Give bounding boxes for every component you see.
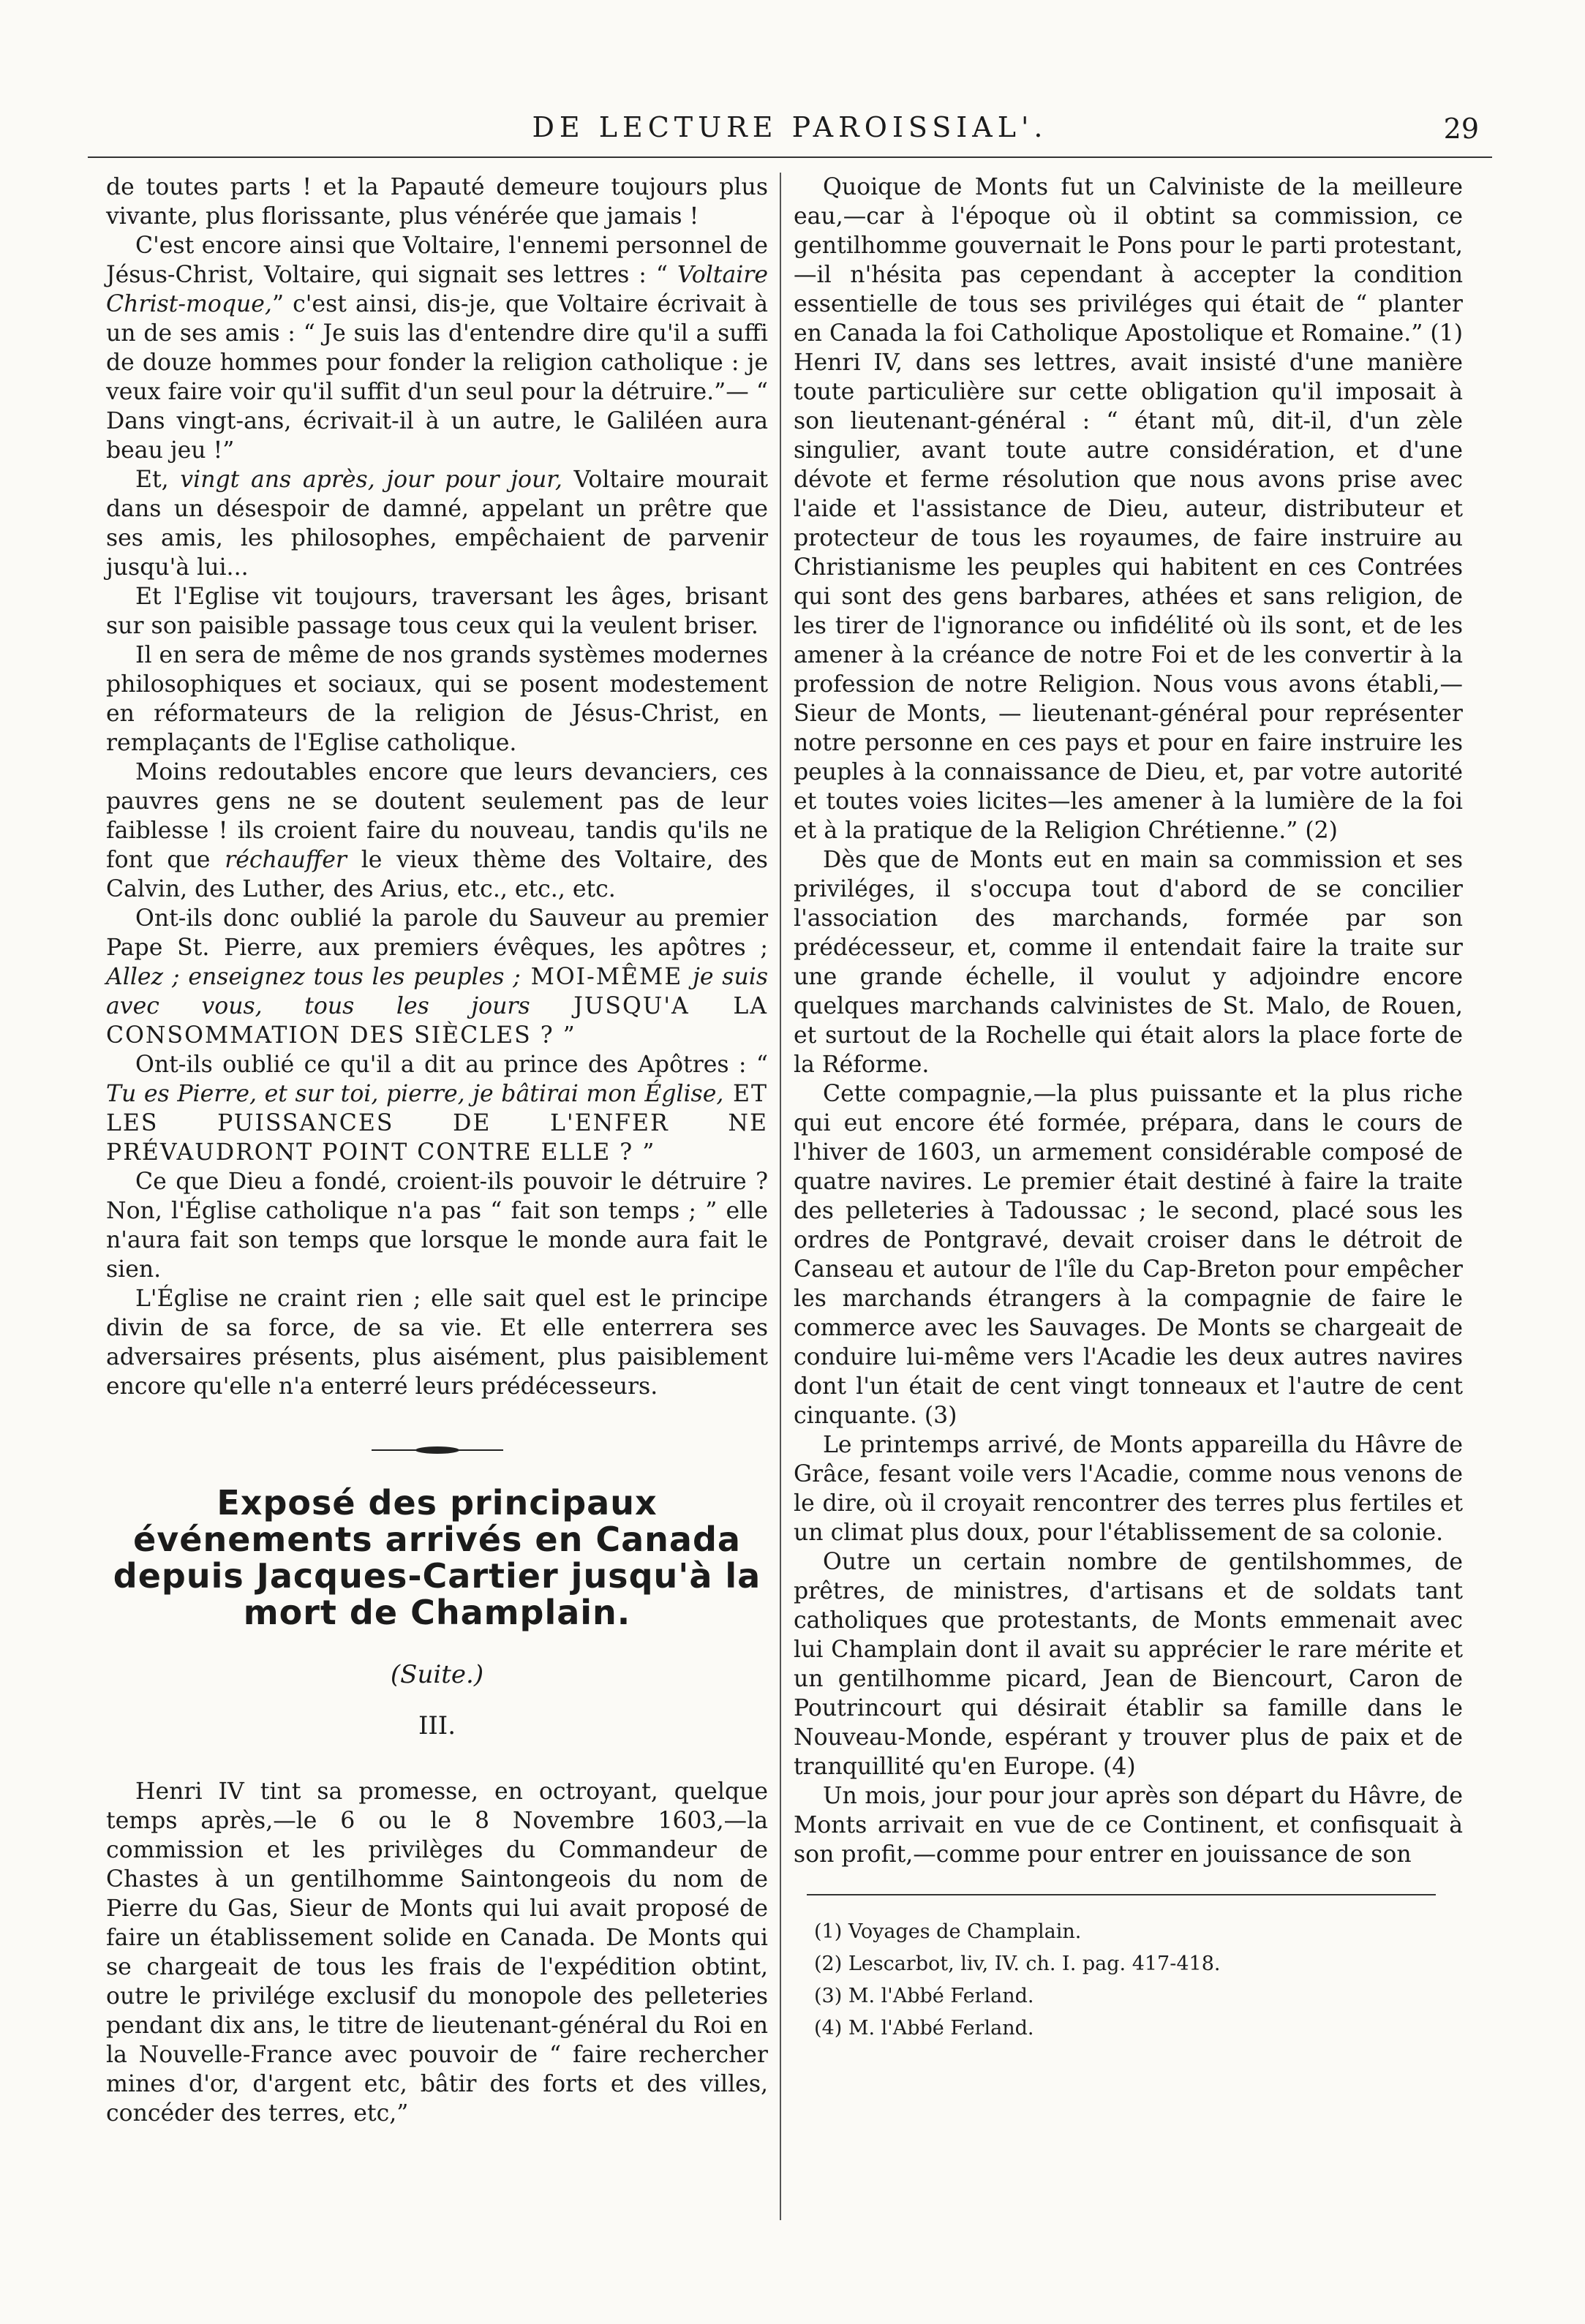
paragraph: Cette compagnie,—la plus puissante et la plus riche qui eut encore été formée, prépara, dans le cours de l'hiver de 1603, un armement considérable composé de quatre navires. Le premier était destiné à faire la traite des pelleteries à Tadoussac ; le second, placé sous les ordres de Pontgravé, devait croiser dans le détroit de Canseau et autour de l'île du Cap-Breton pour empêcher les marchands étrangers à la compagnie de faire le commerce avec les Sauvages. De Monts se chargeait de conduire lui-même vers l'Acadie les deux autres navires dont l'un était de cent vingt tonneaux et l'autre de cent cinquante. (3) [794, 1081, 1463, 1429]
paragraph: Ce que Dieu a fondé, croient-ils pouvoir le détruire ? Non, l'Église catholique n'a pas “ fait son temps ; ” elle n'aura fait son temps que lorsque le monde aura fait le sien. [106, 1169, 768, 1283]
paragraph: Et l'Eglise vit toujours, traversant les âges, brisant sur son paisible passage tous ceux qui la veulent briser. [106, 584, 768, 639]
section-title: Exposé des principaux événements arrivés en Canada depuis Jacques-Cartier jusqu'à la mort de Champlain. [113, 1483, 761, 1632]
paragraph: L'Église ne craint rien ; elle sait quel est le principe divin de sa force, de sa vie. Et elle enterrera ses adversaires présents, plus aisément, plus paisiblement encore qu'elle n'a enterré leurs prédécesseurs. [106, 1286, 768, 1400]
paragraph: Ont-ils oublié ce qu'il a dit au prince des Apôtres : “ Tu es Pierre, et sur toi, pierre, je bâtirai mon Église, ET LES PUISSANCES DE L'ENFER NE PRÉVAUDRONT POINT CONTRE ELLE ? ” [106, 1052, 768, 1166]
paragraph: Et, vingt ans après, jour pour jour, Voltaire mourait dans un désespoir de damné, appelant un prêtre que ses amis, les philosophes, empêchaient de parvenir jusqu'à lui... [106, 467, 769, 581]
section-suite: (Suite.) [390, 1660, 484, 1689]
paragraph: de toutes parts ! et la Papauté demeure toujours plus vivante, plus florissante, plus vénérée que jamais ! [106, 174, 768, 230]
header-rule [88, 156, 1492, 158]
column-divider [780, 173, 781, 2220]
footnote: (2) Lescarbot, liv, IV. ch. I. pag. 417-418. [814, 1953, 1221, 1975]
paragraph: Moins redoutables encore que leurs devanciers, ces pauvres gens ne se doutent seulement pas de leur faiblesse ! ils croient faire du nouveau, tandis qu'ils ne font que réchauffer le vieux thème des Voltaire, des Calvin, des Luther, des Arius, etc., etc., etc. [106, 759, 768, 902]
paragraph: Il en sera de même de nos grands systèmes modernes philosophiques et sociaux, qui se posent modestement en réformateurs de la religion de Jésus-Christ, en remplaçants de l'Eglise catholique. [106, 642, 768, 756]
page-header [88, 108, 1492, 152]
paragraph: Ont-ils donc oublié la parole du Sauveur au premier Pape St. Pierre, aux premiers évêques, les apôtres ; Allez ; enseignez tous les peuples ; MOI-MÊME je suis avec vous, tous les jours JUSQU'A LA CONSOMMATION DES SIÈCLES ? ” [106, 905, 768, 1049]
paragraph: Henri IV tint sa promesse, en octroyant, quelque temps après,—le 6 ou le 8 Novembre 1603,—la commission et les privilèges du Commandeur de Chastes à un gentilhomme Saintongeois du nom de Pierre du Gas, Sieur de Monts qui lui avait proposé de faire un établissement solide en Canada. De Monts qui se chargeait de tous les frais de l'expédition obtint, outre le privilége exclusif du monopole des pelleteries pendant dix ans, le titre de lieutenant-général du Roi en la Nouvelle-France avec pouvoir de “ faire rechercher mines d'or, d'argent etc, bâtir des forts et des villes, concéder des terres, etc,” [106, 1778, 768, 2127]
paragraph: Outre un certain nombre de gentilshommes, de prêtres, de ministres, d'artisans et de soldats tant catholiques que protestants, de Monts emmenait avec lui Champlain dont il avait su apprécier le rare mérite et un gentilhomme picard, Jean de Biencourt, Caron de Poutrincourt qui désirait établir sa famille dans le Nouveau-Monde, espérant y trouver plus de paix et de tranquillité qu'en Europe. (4) [794, 1549, 1463, 1780]
footnote: (1) Voyages de Champlain. [814, 1920, 1082, 1943]
page-number: 29 [1443, 113, 1479, 145]
paragraph: C'est encore ainsi que Voltaire, l'ennemi personnel de Jésus-Christ, Voltaire, qui signait ses lettres : “ Voltaire Christ-moque,” c'est ainsi, dis-je, que Voltaire écrivait à un de ses amis : “ Je suis las d'entendre dire qu'il a suffi de douze hommes pour fonder la religion catholique : je veux faire voir qu'il suffit d'un seul pour la détruire.”— “ Dans vingt-ans, écrivait-il à un autre, le Galiléen aura beau jeu !” [106, 233, 768, 464]
section-ornament [372, 1445, 503, 1455]
running-title: DE LECTURE PAROISSIAL'. [532, 111, 1048, 143]
paragraph: Quoique de Monts fut un Calviniste de la meilleure eau,—car à l'époque où il obtint sa commission, ce gentilhomme gouvernait le Pons pour le parti protestant,—il n'hésita pas cependant à accepter la condition essentielle de tous ses priviléges qui était de “ planter en Canada la foi Catholique Apostolique et Romaine.” (1) Henri IV, dans ses lettres, avait insisté d'une manière toute particulière sur cette obligation qu'il imposait à son lieutenant-général : “ étant mû, dit-il, d'un zèle singulier, avant toute autre considération, et d'une dévote et ferme résolution que nous avons prise avec l'aide et l'assistance de Dieu, auteur, distributeur et protecteur de tous les royaumes, de faire instruire au Christianisme les peuples qui habitent en ces Contrées qui sont des gens barbares, athées et sans religion, de les tirer de l'ignorance ou infidélité où ils sont, et de les amener à la créance de notre Foi et de les convertir à la profession de notre Religion. Nous vous avons établi,— Sieur de Monts, — lieutenant-général pour représenter notre personne en ces pays et pour en faire instruire les peuples à la connaissance de Dieu, et, par votre autorité et toutes voies licites—les amener à la lumière de la foi et à la pratique de la Religion Chrétienne.” (2) [794, 174, 1463, 844]
section-number: III. [418, 1711, 456, 1740]
left-column [106, 173, 768, 2128]
paragraph: Le printemps arrivé, de Monts appareilla du Hâvre de Grâce, fesant voile vers l'Acadie, comme nous venons de le dire, où il croyait rencontrer des terres plus fertiles et un climat plus doux, pour l'établissement de sa colonie. [794, 1432, 1463, 1546]
footnote-rule [807, 1894, 1436, 1895]
paragraph: Un mois, jour pour jour après son départ du Hâvre, de Monts arrivait en vue de ce Continent, et confisquait à son profit,—comme pour entrer en jouissance de son [794, 1783, 1463, 1868]
paragraph: Dès que de Monts eut en main sa commission et ses priviléges, il s'occupa tout d'abord de se concilier l'association des marchands, formée par son prédécesseur, et, comme il entendait faire la traite sur une grande échelle, il voulut y adjoindre encore quelques marchands calvinistes de St. Malo, de Rouen, et surtout de la Rochelle qui était alors la place forte de la Réforme. [794, 847, 1463, 1078]
right-column [794, 173, 1463, 2045]
footnote: (4) M. l'Abbé Ferland. [814, 2017, 1034, 2040]
footnote: (3) M. l'Abbé Ferland. [814, 1985, 1034, 2007]
